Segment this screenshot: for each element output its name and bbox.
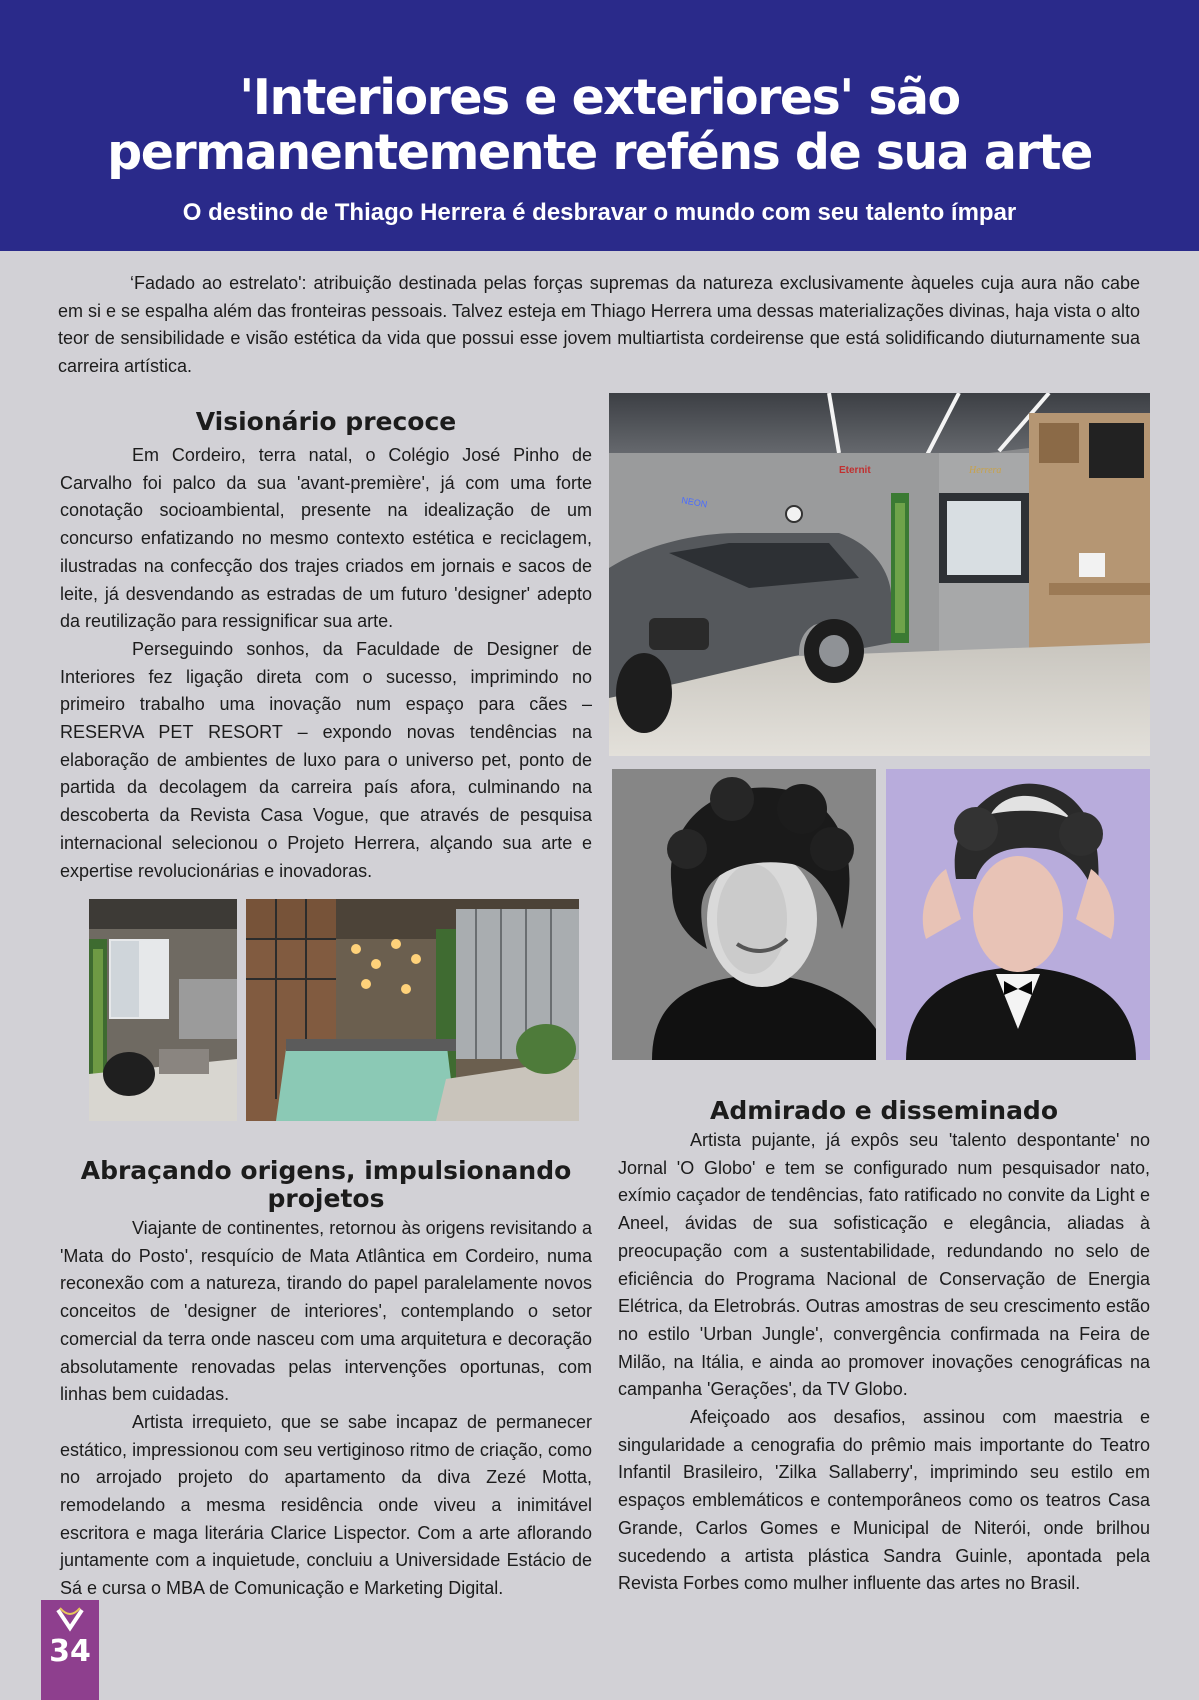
section-abracando — [60, 1157, 592, 1603]
interior-living-photo — [89, 899, 237, 1121]
paragraph: Em Cordeiro, terra natal, o Colégio José Pinho de Carvalho foi palco da sua 'avant-première', já com uma forte conotação socioambiental, presente na idealização de um concurso enfatizando no mesmo contexto estética e reciclagem, ilustradas na confecção dos trajes criados em jornais e sacos de leite, já desvendando as estradas de um futuro 'designer' adepto da reutilização para ressignificar sua arte. — [60, 445, 592, 632]
paragraph: Artista pujante, já expôs seu 'talento despontante' no Jornal 'O Globo' e tem se configurado num pesquisador nato, exímio caçador de tendências, fato ratificado no convite da Light e Aneel, ávidas de sua sofisticação e elegância, aliadas à preocupação com a sustentabilidade, redundando no selo de eficiência do Programa Nacional de Conservação de Energia Elétrica, da Eletrobrás. Outras amostras de seu crescimento estão no estilo 'Urban Jungle', convergência confirmada na Feira de Milão, na Itália, e ainda ao promover inovações cenográficas na campanha 'Gerações', da TV Globo. — [618, 1130, 1150, 1400]
section-admirado — [618, 1097, 1150, 1598]
heading-line-1: Abraçando origens, impulsionando — [80, 1156, 572, 1185]
portrait-tuxedo — [886, 769, 1150, 1060]
paragraph: Perseguindo sonhos, da Faculdade de Designer de Interiores fez ligação direta com o sucesso, imprimindo no primeiro trabalho uma inovação num espaço para cães – RESERVA PET RESORT – expondo novas tendências na elaboração de ambientes de luxo para o universo pet, ponto de partida da decolagem da carreira país afora, culminando na descoberta da Revista Casa Vogue, que através de pesquisa internacional selecionou o Projeto Herrera, alçando sua arte e expertise revolucionárias e inovadoras. — [60, 638, 592, 881]
header-banner — [0, 0, 1199, 251]
sign-herrera: Herrera — [969, 465, 1002, 476]
section-heading-admirado: Admirado e disseminado — [709, 1096, 1059, 1125]
page-number: 34 — [49, 1634, 91, 1669]
paragraph: Afeiçoado aos desafios, assinou com maestria e singularidade a cenografia do prêmio mais importante do Teatro Infantil Brasileiro, 'Zilka Sallaberry', imprimindo seu estilo em espaços emblemáticos e contemporâneos como os teatros Casa Grande, Carlos Gomes e Municipal de Niterói, onde brilhou sucedendo a artista plástica Sandra Guinle, apontada pela Revista Forbes como mulher influente das artes no Brasil. — [618, 1407, 1150, 1594]
section-heading-abracando — [60, 1157, 592, 1213]
svg-text:NEON: NEON — [680, 495, 709, 510]
interior-restaurant-photo — [246, 899, 579, 1121]
paragraph: Artista irrequieto, que se sabe incapaz de permanecer estático, impressionou com seu vertiginoso ritmo de criação, como no arrojado projeto do apartamento da diva Zezé Motta, remodelando a mesma residência onde viveu a inimitável escritora e maga literária Clarice Lispector. Com a arte aflorando juntamente com a inquietude, concluiu a Universidade Estácio de Sá e cursa o MBA de Comunicação e Marketing Digital. — [60, 1411, 592, 1599]
section-visionario — [60, 408, 592, 885]
section-heading-visionario: Visionário precoce — [195, 407, 457, 436]
paragraph: Viajante de continentes, retornou às origens revisitando a 'Mata do Posto', resquício de Mata Atlântica em Cordeiro, numa reconexão com a natureza, tirando do papel paralelamente novos conceitos de 'designer de interiores', contemplando o setor comercial da terra onde nasceu com uma arquitetura e decoração absolutamente renovadas pelas intervenções oportunas, com linhas bem cuidadas. — [60, 1218, 592, 1405]
article-title — [0, 70, 1199, 180]
magazine-logo-icon — [55, 1604, 85, 1632]
title-line-2: permanentemente reféns de sua arte — [107, 124, 1092, 181]
sign-eternit: Eternit — [839, 465, 871, 476]
title-line-1: 'Interiores e exteriores' são — [239, 69, 960, 126]
page-number-tab — [41, 1600, 99, 1700]
portrait-black-white — [612, 769, 876, 1060]
showroom-car-photo — [609, 393, 1150, 756]
intro-paragraph: ‘Fadado ao estrelato': atribuição destinada pelas forças supremas da natureza exclusivamente àqueles cuja aura não cabe em si e se espalha além das fronteiras pessoais. Talvez esteja em Thiago Herrera uma dessas materializações divinas, haja vista o alto teor de sensibilidade e visão estética da vida que possui esse jovem multiartista cordeirense que está solidificando diuturnamente sua carreira artística. — [58, 273, 1140, 377]
article-subtitle: O destino de Thiago Herrera é desbravar o mundo com seu talento ímpar — [182, 199, 1017, 226]
heading-line-2: projetos — [267, 1184, 385, 1213]
